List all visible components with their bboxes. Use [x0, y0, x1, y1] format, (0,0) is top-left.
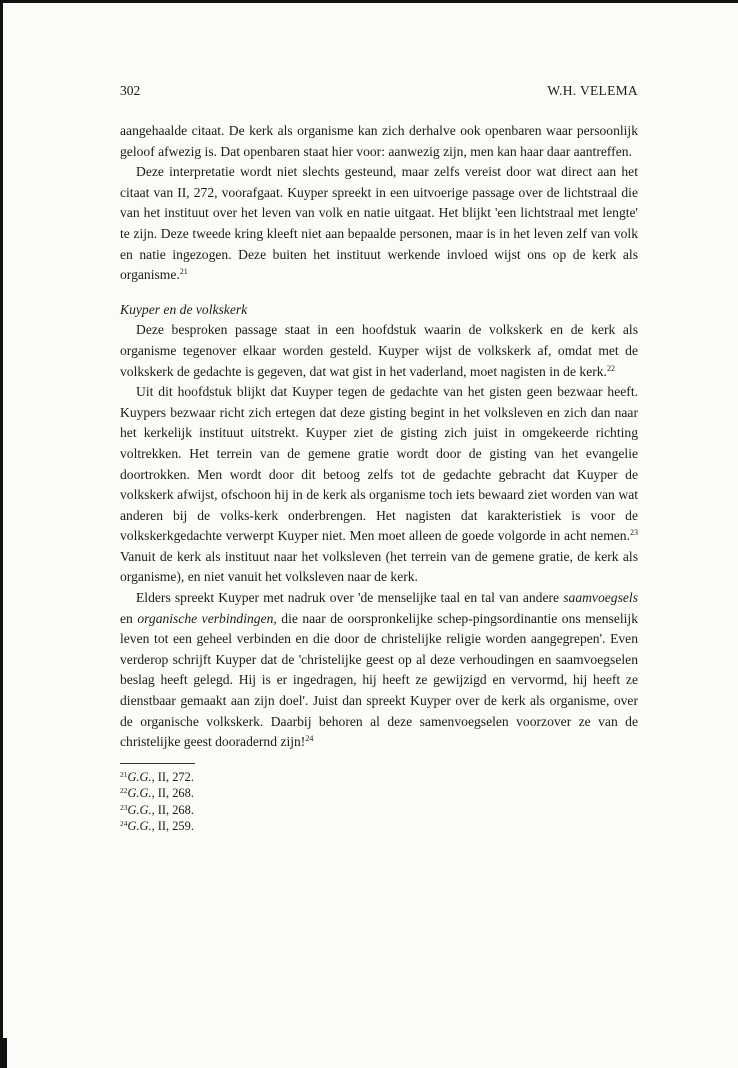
emphasis-saamvoegsels: saamvoegsels [563, 590, 638, 606]
page-body [120, 121, 638, 834]
footnote-ref-24[interactable]: 24 [305, 734, 314, 744]
footnotes [120, 769, 638, 835]
section-heading: Kuyper en de volkskerk [120, 301, 248, 317]
footnote-ref-21[interactable]: 21 [179, 267, 188, 277]
footnote-divider [120, 763, 195, 764]
paragraph-3: Deze besproken passage staat in een hoofdstuk waarin de volkskerk en de kerk als organisme tegenover elkaar worden gesteld. Kuyper wijst de volkskerk af, omdat met de volkskerk de gedachte is gegeven, dat wat gist in het vaderland, moet nagisten in de kerk.$^{22}$ [120, 322, 638, 379]
running-head: W.H. VELEMA [547, 83, 638, 98]
paragraph-2: Deze interpretatie wordt niet slechts gesteund, maar zelfs vereist door wat direct aan het citaat van II, 272, voorafgaat. Kuyper spreekt in een uitvoerige passage over de lichtstraal die van het instituut over het leven van volk en natie uitgaat. Het blijkt 'een lichtstraal met lengte' te zijn. Deze tweede kring kleeft niet aan bepaalde personen, maar is in het leven zelf van volk en natie ingezogen. Deze buiten het instituut werkende invloed wijst ons op de kerk als organisme.$^{21}$ [120, 164, 638, 283]
scan-edge-mark [3, 1038, 7, 1068]
footnote-ref-23[interactable]: 23 [630, 528, 638, 538]
footnote-23: $^{23}$G.G., II, 268. [120, 802, 194, 817]
footnote-22: $^{22}$G.G., II, 268. [120, 786, 194, 801]
paragraph-4: Uit dit hoofdstuk blijkt dat Kuyper tegen de gedachte van het gisten geen bezwaar heeft. Kuypers bezwaar richt zich ertegen dat deze gisting begint in het volksleven en zich dan naar het kerkelijk instituut uitstrekt. Kuyper ziet de gisting zich juist in omgekeerde richting voltrekken. Het terrein van de gemene gratie wordt door de gisting van het evangelie doortrokken. Men wordt door dit betoog zelfs tot de gedachte gebracht dat Kuyper de volkskerk afwijst, ofschoon hij in de kerk als organisme toch iets bewaard ziet worden van wat anderen bij de volks-kerk onderbrengen. Het nagisten dat karakteristiek is voor de volkskerkgedachte verwerpt Kuyper niet. Men moet alleen de goede volgorde in acht nemen.$^{23}$ Vanuit de kerk als instituut naar het volksleven (het terrein van de gemene gratie, de kerk als organisme), en niet vanuit het volksleven naar de kerk. [120, 384, 638, 585]
paragraph-5: Elders spreekt Kuyper met nadruk over 'de menselijke taal en tal van andere saamvoegsels en organische verbindingen, die naar de oorspronkelijke schep-pingsordinantie ons menselijk leven tot een geheel verbinden en die door de christelijke religie worden aangegrepen'. Even verderop schrijft Kuyper dat de 'christelijke geest op al deze verhoudingen en saamvoegselen beslag heeft gelegd. Hij is er ingedragen, hij heeft ze gewijzigd en vervormd, hij heeft ze dienstbaar gemaakt aan zijn doel'. Juist dan spreekt Kuyper over de kerk als organisme, over de organische volkskerk. Daarbij behoren al deze samenvoegselen voorzover ze van de christelijke geest dooradernd zijn!$^{24}$ [120, 590, 638, 750]
emphasis-organische-verbindingen: organische verbindingen, [137, 610, 277, 626]
footnote-21: $^{21}$G.G., II, 272. [120, 769, 194, 784]
footnote-ref-22[interactable]: 22 [606, 363, 615, 373]
paragraph-1: aangehaalde citaat. De kerk als organisme kan zich derhalve ook openbaren waar persoonlijk geloof afwezig is. Dat openbaren staat hier voor: aanwezig zijn, men kan haar daar aantreffen. [120, 123, 638, 159]
footnote-24: $^{24}$G.G., II, 259. [120, 819, 194, 834]
page-number: 302 [120, 83, 141, 98]
